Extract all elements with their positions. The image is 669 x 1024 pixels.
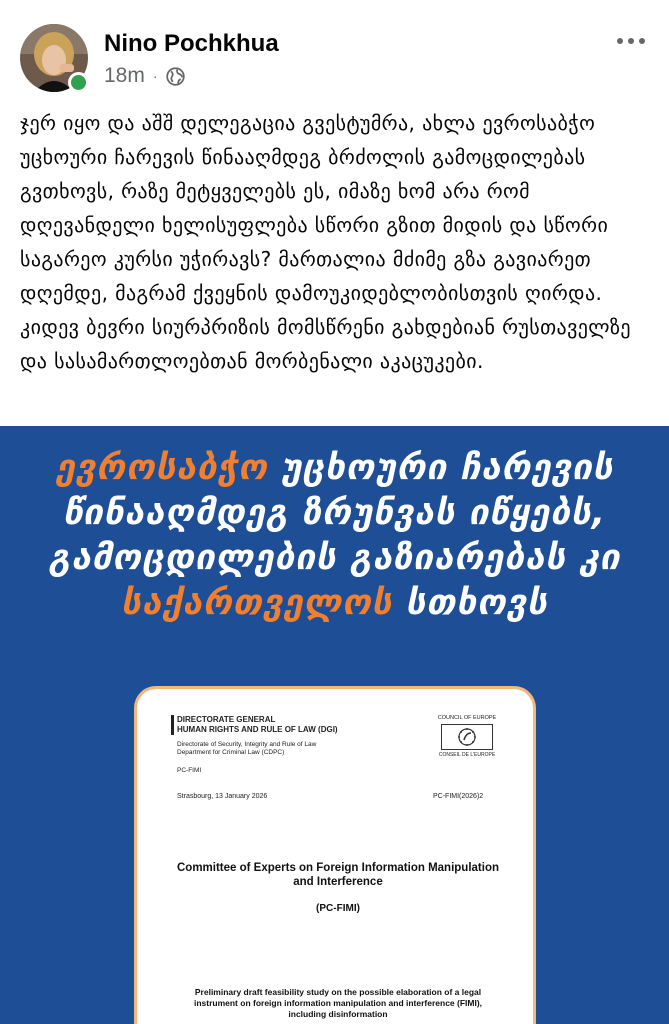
document-description: Preliminary draft feasibility study on the possible elaboration of a legal instrument on foreign information manipulation and interference (FIMI), including disinformation (193, 987, 483, 1019)
document-issuer (177, 715, 338, 774)
headline-highlight-2: საქართველოს (121, 583, 393, 623)
document-date: Strasbourg, 13 January 2026 (177, 793, 268, 800)
post-header (0, 0, 669, 100)
avatar[interactable] (20, 24, 88, 92)
post-image[interactable] (0, 426, 669, 1024)
meta-separator: · (152, 68, 158, 84)
post-text: ჯერ იყო და აშშ დელეგაცია გვესტუმრა, ახლა ევროსაბჭო უცხოური ჩარევის წინააღმდეგ ბრძოლის გამოცდილებას გვთხოვს, რაზე მეტყველებს ეს, იმაზე ხომ არა რომ დღევანდელი ხელისუფლება სწორი გზით მიდის და სწორი საგარეო კურსი უჭირავს? მართალია მძიმე გზა გავიარეთ დღემდე, მაგრამ ქვეყნის დამოუკიდებლობისთვის ღირდა. კიდევ ბევრი სიურპრიზის მომსწრენი გახდებიან რუსთაველზე და სასამართლოებთან მორბენალი აკაცუკები. (20, 111, 631, 373)
headline-highlight-1: ევროსაბჭო (55, 448, 268, 488)
dg-line-1: DIRECTORATE GENERAL (177, 715, 276, 724)
online-status-dot (68, 72, 89, 93)
image-headline (0, 446, 669, 626)
post-meta (104, 64, 186, 88)
globe-icon[interactable] (165, 66, 186, 87)
coe-emblem-icon (449, 726, 485, 748)
dept-line-2: Department for Criminal Law (CDPC) (177, 749, 285, 756)
coe-emblem (441, 724, 493, 750)
author-name[interactable]: Nino Pochkhua (104, 30, 279, 57)
dot (617, 38, 623, 44)
ellipsis-icon[interactable] (611, 26, 651, 56)
headline-text-2: სთხოვს (392, 583, 548, 623)
document-title: Committee of Experts on Foreign Information Manipulation and Interference (176, 862, 499, 888)
issuer-bar (171, 715, 174, 735)
document-code: PC-FIMI (177, 767, 202, 774)
dg-line-2: HUMAN RIGHTS AND RULE OF LAW (DGI) (177, 725, 338, 734)
document-reference: PC-FIMI(2026)2 (433, 793, 484, 800)
post-time[interactable]: 18m (104, 64, 145, 87)
document-preview (134, 686, 536, 1024)
coe-logo-bottom: CONSEIL DE L'EUROPE (438, 752, 496, 758)
headline-text-1: უცხოური ჩარევის წინააღმდეგ ზრუნვას იწყებს, გამოცდილების გაზიარებას კი (48, 448, 621, 578)
dot (639, 38, 645, 44)
dept-line-1: Directorate of Security, Integrity and Rule of Law (177, 741, 317, 748)
coe-logo (432, 715, 502, 758)
dot (628, 38, 634, 44)
coe-logo-top: COUNCIL OF EUROPE (437, 715, 497, 721)
document-subtitle: (PC-FIMI) (316, 903, 360, 914)
